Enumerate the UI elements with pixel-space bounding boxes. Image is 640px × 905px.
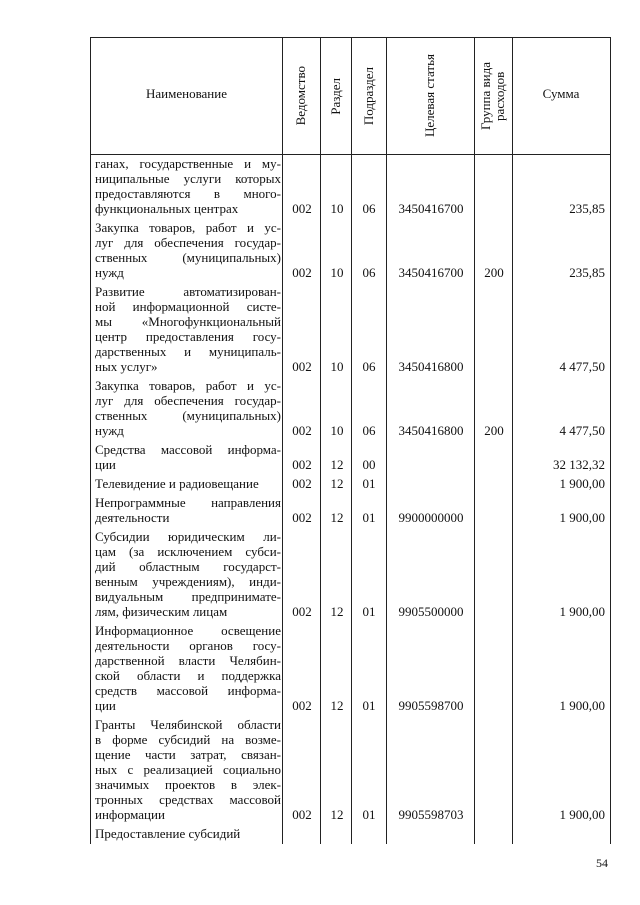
cell-summa: 1 900,00 <box>559 698 605 713</box>
row-name-line: Информационное освещение <box>95 623 281 638</box>
header-podrazdel <box>351 38 386 154</box>
row-name-line: луг для обеспечения государ- <box>95 235 281 250</box>
cell-podrazdel: 01 <box>362 510 376 525</box>
row-name-line: лям, физическим лицам <box>95 604 228 619</box>
row-name-line: ной информационной систе- <box>95 299 281 314</box>
row-name-line: деятельности органов госу- <box>95 638 281 653</box>
row-name-line: ных с реализацией социально <box>95 762 281 777</box>
col-separator <box>351 38 352 844</box>
row-name-line: ственных (муниципальных) <box>95 408 281 423</box>
cell-ved: 002 <box>292 698 312 713</box>
col-separator <box>282 38 283 844</box>
row-name-line: луг для обеспечения государ- <box>95 393 281 408</box>
header-grp-label <box>479 62 507 130</box>
row-name-line: значимых проектов в элек- <box>95 777 281 792</box>
cell-razdel: 10 <box>330 201 344 216</box>
cell-razdel: 10 <box>330 265 344 280</box>
row-name-line: тронных средствах массовой <box>95 792 281 807</box>
cell-summa: 235,85 <box>569 265 605 280</box>
header-ved-label: Ведомство <box>293 66 308 126</box>
cell-tsel: 3450416700 <box>398 201 464 216</box>
col-separator <box>320 38 321 844</box>
header-summa: Сумма <box>542 86 580 101</box>
row-name-line: цам (за исключением субси- <box>95 544 281 559</box>
row-name <box>95 442 281 472</box>
cell-podrazdel: 01 <box>362 476 376 491</box>
row-name-line: ганах, государственные и му- <box>95 156 281 171</box>
cell-ved: 002 <box>292 807 312 822</box>
header-grp-line2: расходов <box>492 71 507 121</box>
cell-podrazdel: 06 <box>362 359 376 374</box>
cell-summa: 235,85 <box>569 201 605 216</box>
row-name-line: дарственной власти Челябин- <box>95 653 281 668</box>
row-name-line: щение части затрат, связан- <box>95 747 281 762</box>
budget-table <box>90 37 611 844</box>
row-name-line: ственных (муниципальных) <box>95 250 281 265</box>
row-name-line: Субсидии юридическим ли- <box>95 529 281 544</box>
cell-ved: 002 <box>292 359 312 374</box>
cell-razdel: 12 <box>330 807 344 822</box>
cell-ved: 002 <box>292 476 312 491</box>
row-name <box>95 156 281 216</box>
row-name-line: информации <box>95 807 165 822</box>
header-razdel-label: Раздел <box>327 77 343 115</box>
cell-ved: 002 <box>292 510 312 525</box>
cell-grp: 200 <box>484 423 504 438</box>
header-tsel-label: Целевая статья <box>422 54 437 138</box>
cell-podrazdel: 01 <box>362 604 376 619</box>
row-name-line: Закупка товаров, работ и ус- <box>95 220 281 235</box>
col-separator <box>386 38 387 844</box>
cell-razdel: 12 <box>330 604 344 619</box>
cell-razdel: 12 <box>330 476 344 491</box>
cell-grp: 200 <box>484 265 504 280</box>
cell-ved: 002 <box>292 423 312 438</box>
header-podrazdel-label: Подраздел <box>360 66 376 126</box>
row-name-line: венным учреждениям), инди- <box>95 574 281 589</box>
row-name-line: ской области и поддержка <box>95 668 281 683</box>
row-name-line: ниципальные услуги которых <box>95 171 281 186</box>
row-name-line: видуальным предпринимате- <box>95 589 281 604</box>
row-name-line: дарственных и муниципаль- <box>95 344 281 359</box>
cell-razdel: 10 <box>330 359 344 374</box>
cell-summa: 1 900,00 <box>559 510 605 525</box>
row-name-line: нужд <box>95 265 124 280</box>
cell-razdel: 12 <box>330 510 344 525</box>
row-name-line: Непрограммные направления <box>95 495 281 510</box>
page-number: 54 <box>596 856 608 870</box>
cell-tsel: 3450416700 <box>398 265 464 280</box>
row-name-line: нужд <box>95 423 124 438</box>
row-name <box>95 826 281 841</box>
row-name-line: Телевидение и радиовещание <box>95 476 259 491</box>
row-name-line: Предоставление субсидий <box>95 826 241 841</box>
col-separator <box>512 38 513 844</box>
cell-tsel: 9900000000 <box>398 510 464 525</box>
row-name-line: ции <box>95 457 116 472</box>
row-name <box>95 495 281 525</box>
row-name-line: функциональных центрах <box>95 201 239 216</box>
cell-summa: 4 477,50 <box>559 359 605 374</box>
header-grp-line1: Группа вида <box>478 62 493 130</box>
cell-tsel: 9905500000 <box>398 604 464 619</box>
col-separator <box>474 38 475 844</box>
cell-podrazdel: 06 <box>362 423 376 438</box>
header-grp <box>474 38 512 154</box>
cell-podrazdel: 06 <box>362 265 376 280</box>
cell-tsel: 9905598703 <box>398 807 464 822</box>
cell-summa: 1 900,00 <box>559 604 605 619</box>
cell-summa: 1 900,00 <box>559 807 605 822</box>
cell-ved: 002 <box>292 457 312 472</box>
row-name-line: дий областным государст- <box>95 559 281 574</box>
cell-podrazdel: 01 <box>362 807 376 822</box>
row-name-line: центр предоставления госу- <box>95 329 281 344</box>
row-name <box>95 284 281 374</box>
row-name-line: ных услуг» <box>95 359 158 374</box>
row-name-line: деятельности <box>95 510 170 525</box>
row-name-line: мы «Многофункциональный <box>95 314 281 329</box>
cell-ved: 002 <box>292 265 312 280</box>
cell-summa: 4 477,50 <box>559 423 605 438</box>
cell-razdel: 12 <box>330 457 344 472</box>
row-name-line: Средства массовой информа- <box>95 442 281 457</box>
cell-tsel: 9905598700 <box>398 698 464 713</box>
row-name <box>95 623 281 713</box>
header-separator <box>91 154 610 155</box>
header-razdel <box>320 38 351 154</box>
cell-ved: 002 <box>292 604 312 619</box>
row-name <box>95 529 281 619</box>
row-name-line: ции <box>95 698 116 713</box>
cell-ved: 002 <box>292 201 312 216</box>
row-name <box>95 476 281 491</box>
cell-tsel: 3450416800 <box>398 423 464 438</box>
cell-razdel: 12 <box>330 698 344 713</box>
row-name-line: в форме субсидий на возме- <box>95 732 281 747</box>
row-name <box>95 378 281 438</box>
header-tsel <box>386 38 474 154</box>
cell-podrazdel: 00 <box>362 457 376 472</box>
row-name <box>95 220 281 280</box>
header-ved <box>282 38 320 154</box>
cell-tsel: 3450416800 <box>398 359 464 374</box>
row-name-line: средств массовой информа- <box>95 683 281 698</box>
cell-podrazdel: 01 <box>362 698 376 713</box>
row-name-line: Закупка товаров, работ и ус- <box>95 378 281 393</box>
row-name-line: Гранты Челябинской области <box>95 717 281 732</box>
cell-razdel: 10 <box>330 423 344 438</box>
cell-podrazdel: 06 <box>362 201 376 216</box>
cell-summa: 32 132,32 <box>553 457 605 472</box>
header-name: Наименование <box>146 86 227 101</box>
cell-summa: 1 900,00 <box>559 476 605 491</box>
row-name <box>95 717 281 822</box>
row-name-line: Развитие автоматизирован- <box>95 284 281 299</box>
row-name-line: предоставляются в много- <box>95 186 281 201</box>
